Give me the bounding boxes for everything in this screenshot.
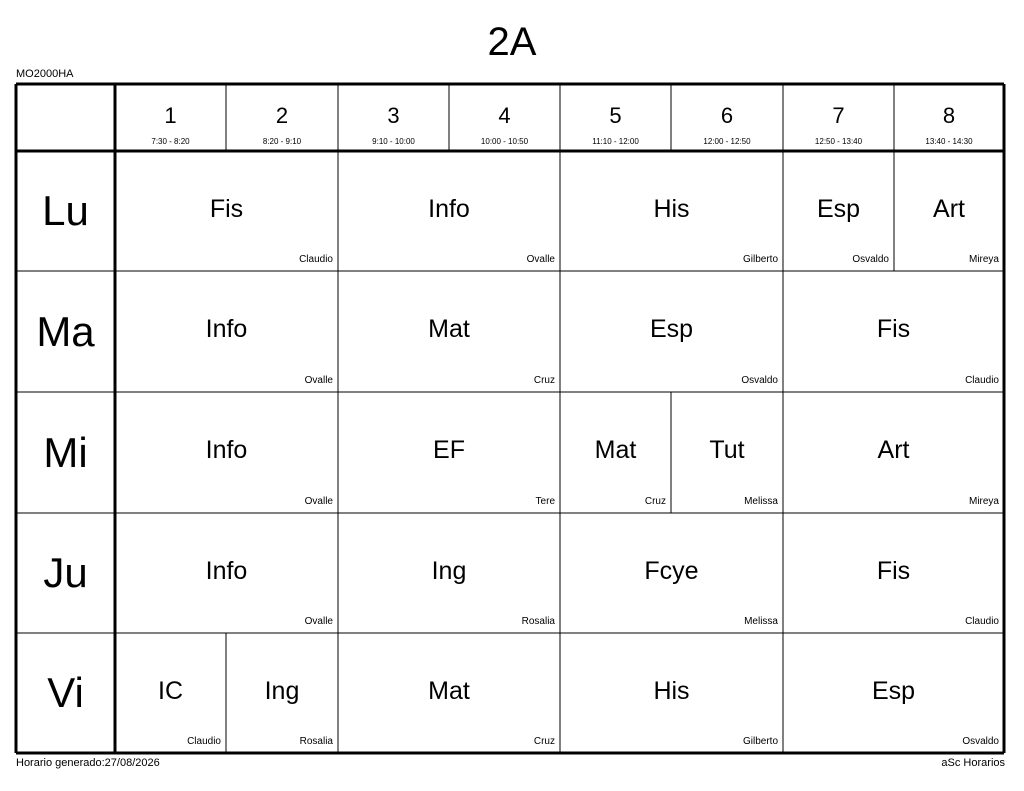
lesson-subject: Esp: [816, 195, 861, 223]
lesson-subject: Mat: [428, 315, 470, 343]
day-label-vi: Vi: [47, 669, 84, 716]
lesson-subject: Art: [933, 195, 965, 223]
lesson-teacher: Mireya: [968, 496, 999, 507]
lesson-teacher: Gilberto: [742, 254, 778, 265]
lesson-cell: [783, 151, 894, 271]
period-time: 7:30 - 8:20: [151, 137, 190, 146]
lesson-subject: Fis: [876, 557, 911, 585]
day-label-ma: Ma: [36, 307, 95, 355]
lesson-cell: [115, 513, 338, 633]
lesson-subject: Fis: [209, 195, 244, 223]
period-time: 9:10 - 10:00: [372, 137, 415, 146]
lesson-cell: [226, 633, 338, 753]
lesson-subject: His: [653, 195, 690, 223]
lesson-subject: EF: [433, 436, 465, 464]
lesson-subject: Tut: [709, 436, 745, 464]
lesson-cell: [338, 271, 560, 392]
software-credit: aSc Horarios: [941, 757, 1005, 769]
period-header-4: [449, 84, 560, 151]
lesson-cell: [783, 633, 1004, 753]
period-time: 13:40 - 14:30: [925, 137, 973, 146]
generated-date: Horario generado:27/08/2026: [16, 757, 160, 769]
period-time: 8:20 - 9:10: [262, 137, 302, 146]
lesson-teacher: Ovalle: [304, 496, 333, 507]
lesson-cell: [560, 151, 783, 271]
period-header-6: [671, 84, 783, 151]
period-header-7: [783, 84, 894, 151]
lesson-teacher: Claudio: [965, 616, 999, 627]
period-number: 3: [387, 103, 400, 128]
period-number: 6: [720, 103, 734, 128]
lesson-subject: IC: [158, 677, 183, 705]
lesson-teacher: Mireya: [968, 254, 999, 265]
lesson-teacher: Rosalia: [521, 616, 555, 627]
lesson-teacher: Claudio: [965, 375, 999, 386]
lesson-cell: [115, 151, 338, 271]
lesson-teacher: Rosalia: [299, 736, 333, 747]
lesson-teacher: Claudio: [187, 736, 221, 747]
lesson-teacher: Cruz: [644, 496, 666, 507]
period-time: 12:00 - 12:50: [703, 137, 751, 146]
period-header-1: [115, 84, 226, 151]
lesson-cell: [338, 633, 560, 753]
lesson-teacher: Cruz: [533, 375, 555, 386]
period-time: 10:00 - 10:50: [480, 137, 529, 146]
lesson-cell: [338, 513, 560, 633]
day-label-lu: Lu: [42, 187, 89, 234]
lesson-cell: [783, 271, 1004, 392]
lesson-teacher: Cruz: [533, 736, 555, 747]
lesson-subject: Info: [428, 195, 470, 223]
lesson-subject: Esp: [871, 677, 916, 705]
lesson-subject: Ing: [431, 557, 467, 585]
period-number: 8: [942, 103, 956, 128]
period-header-8: [894, 84, 1004, 151]
lesson-subject: Mat: [594, 436, 637, 464]
lesson-subject: Info: [205, 436, 248, 464]
lesson-subject: Art: [877, 436, 910, 464]
lesson-teacher: Osvaldo: [852, 254, 889, 265]
period-header-2: [226, 84, 338, 151]
lesson-cell: [338, 151, 560, 271]
lesson-cell: [338, 392, 560, 513]
lesson-cell: [671, 392, 783, 513]
lesson-subject: Info: [205, 315, 248, 343]
lesson-cell: [115, 271, 338, 392]
lesson-cell: [560, 513, 783, 633]
period-number: 7: [832, 103, 845, 128]
lesson-subject: Ing: [264, 677, 300, 705]
period-time: 12:50 - 13:40: [814, 137, 863, 146]
page-title: 2A: [487, 20, 537, 64]
lesson-teacher: Osvaldo: [962, 736, 999, 747]
lesson-cell: [115, 633, 226, 753]
lesson-teacher: Ovalle: [526, 254, 555, 265]
lesson-subject: Esp: [649, 315, 694, 343]
lesson-teacher: Ovalle: [304, 375, 333, 386]
lesson-cell: [560, 633, 783, 753]
lesson-cell: [894, 151, 1004, 271]
lesson-teacher: Osvaldo: [741, 375, 778, 386]
lesson-teacher: Melissa: [744, 616, 778, 627]
lesson-teacher: Gilberto: [742, 736, 778, 747]
period-number: 4: [498, 103, 511, 128]
period-number: 1: [164, 103, 177, 128]
period-time: 11:10 - 12:00: [592, 137, 639, 146]
school-code: MO2000HA: [16, 68, 74, 80]
day-label-mi: Mi: [43, 428, 88, 476]
lesson-cell: [115, 392, 338, 513]
lesson-teacher: Ovalle: [304, 616, 333, 627]
lesson-cell: [560, 392, 671, 513]
lesson-teacher: Melissa: [744, 496, 778, 507]
lesson-teacher: Claudio: [299, 254, 333, 265]
lesson-subject: His: [653, 677, 690, 705]
day-label-ju: Ju: [43, 549, 88, 596]
lesson-cell: [783, 392, 1004, 513]
lesson-subject: Fis: [876, 315, 911, 343]
lesson-subject: Mat: [428, 677, 470, 705]
lesson-cell: [560, 271, 783, 392]
lesson-subject: Fcye: [644, 557, 699, 585]
lesson-cell: [783, 513, 1004, 633]
period-header-5: [560, 84, 671, 151]
period-header-3: [338, 84, 449, 151]
period-number: 5: [609, 103, 622, 128]
lesson-subject: Info: [205, 557, 248, 585]
lesson-teacher: Tere: [535, 496, 555, 507]
period-number: 2: [275, 103, 289, 128]
